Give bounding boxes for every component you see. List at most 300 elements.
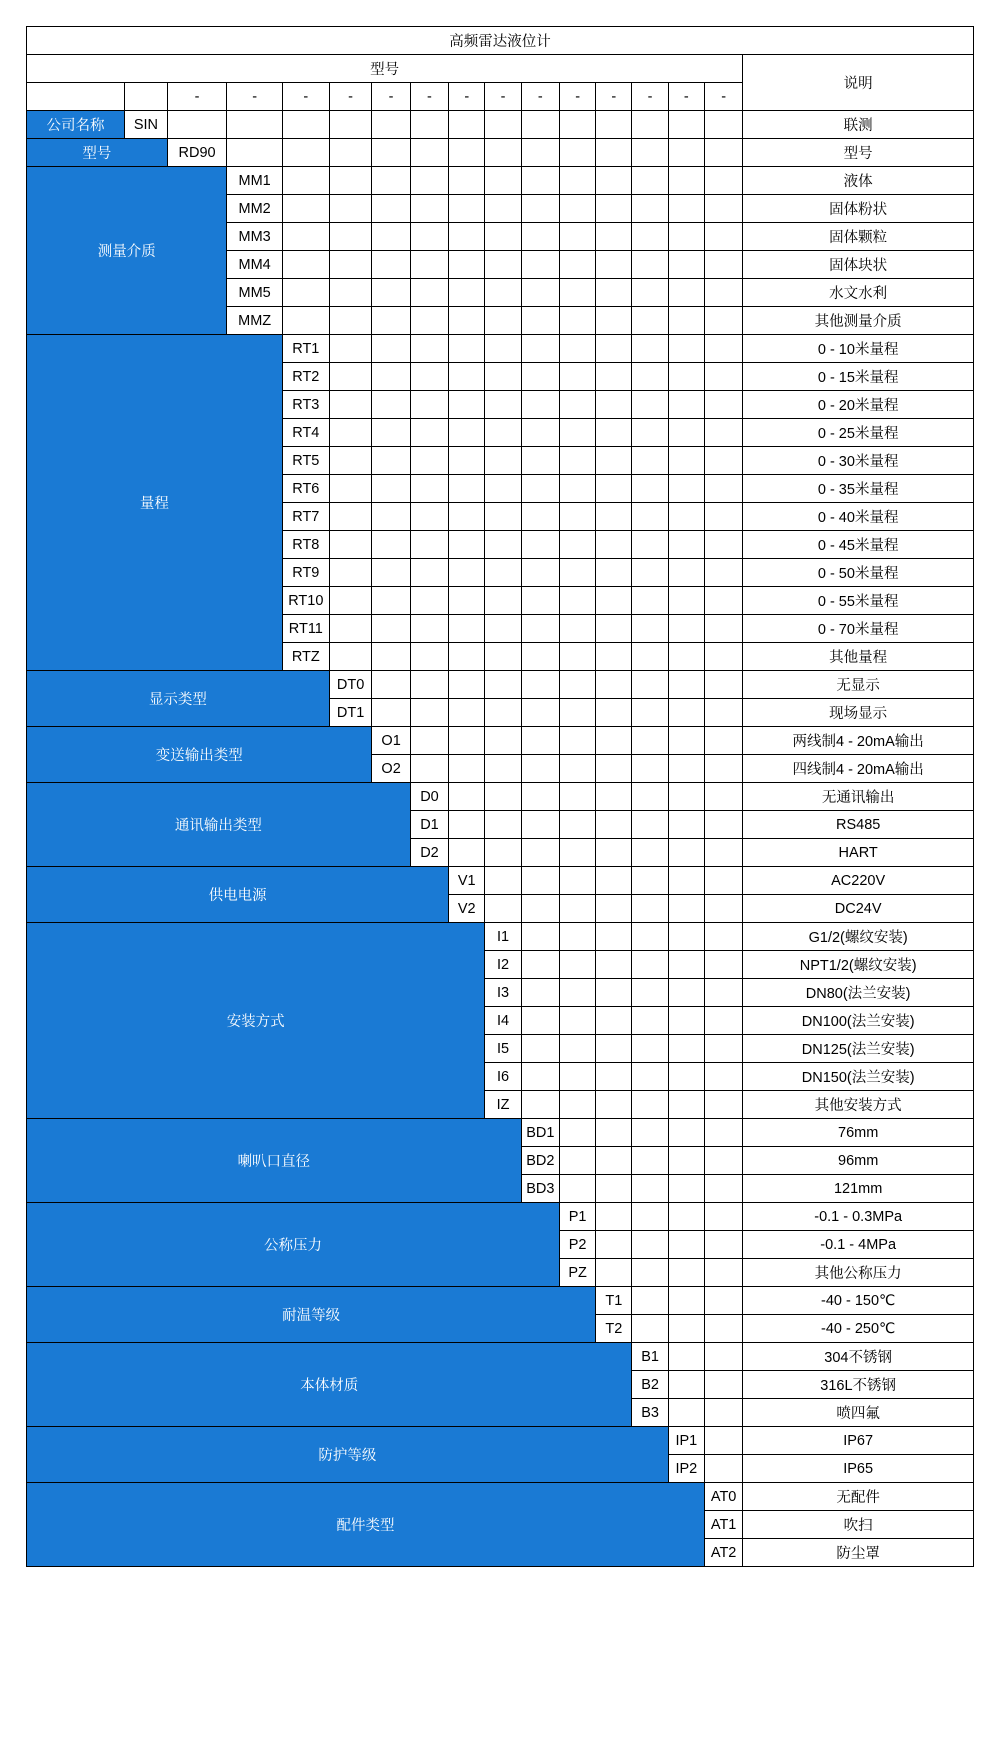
group-label: 测量介质 xyxy=(27,167,227,335)
empty-cell xyxy=(632,979,668,1007)
empty-cell xyxy=(282,279,329,307)
empty-cell xyxy=(410,643,448,671)
empty-cell xyxy=(560,1007,596,1035)
option-description: 其他测量介质 xyxy=(743,307,974,335)
empty-cell xyxy=(485,111,521,139)
empty-cell xyxy=(668,139,704,167)
empty-cell xyxy=(282,195,329,223)
table-row xyxy=(27,335,974,363)
empty-cell xyxy=(485,335,521,363)
empty-cell xyxy=(410,475,448,503)
option-code: RT5 xyxy=(282,447,329,475)
model-header-row xyxy=(27,55,974,83)
empty-cell xyxy=(668,1007,704,1035)
empty-cell xyxy=(632,1147,668,1175)
empty-cell xyxy=(632,419,668,447)
option-description: 0 - 15米量程 xyxy=(743,363,974,391)
empty-cell xyxy=(596,279,632,307)
empty-cell xyxy=(410,335,448,363)
empty-cell xyxy=(410,503,448,531)
empty-cell xyxy=(668,839,704,867)
empty-cell xyxy=(560,755,596,783)
empty-cell xyxy=(560,559,596,587)
empty-cell xyxy=(560,587,596,615)
empty-cell xyxy=(596,447,632,475)
dash-separator: - xyxy=(329,83,372,111)
empty-cell xyxy=(329,475,372,503)
empty-cell xyxy=(410,111,448,139)
empty-cell xyxy=(596,811,632,839)
empty-cell xyxy=(668,223,704,251)
dash-separator: - xyxy=(167,83,227,111)
option-code: I4 xyxy=(485,1007,521,1035)
empty-cell xyxy=(449,811,485,839)
option-description: 0 - 25米量程 xyxy=(743,419,974,447)
group-label: 量程 xyxy=(27,335,283,671)
table-row xyxy=(27,1343,974,1371)
dash-separator: - xyxy=(560,83,596,111)
empty-cell xyxy=(704,615,742,643)
empty-cell xyxy=(521,223,559,251)
empty-cell xyxy=(668,391,704,419)
empty-cell xyxy=(704,475,742,503)
table-row xyxy=(27,1287,974,1315)
empty-cell xyxy=(410,195,448,223)
empty-cell xyxy=(521,503,559,531)
empty-cell xyxy=(329,335,372,363)
empty-cell xyxy=(668,895,704,923)
empty-cell xyxy=(560,1091,596,1119)
empty-cell xyxy=(632,363,668,391)
table-row xyxy=(27,167,974,195)
empty-cell xyxy=(704,1091,742,1119)
empty-cell xyxy=(704,167,742,195)
group-label: 公司名称 xyxy=(27,111,125,139)
empty-cell xyxy=(668,1399,704,1427)
empty-cell xyxy=(668,1091,704,1119)
empty-cell xyxy=(449,503,485,531)
empty-cell xyxy=(704,1371,742,1399)
empty-cell xyxy=(632,1119,668,1147)
empty-cell xyxy=(632,1259,668,1287)
empty-cell xyxy=(410,223,448,251)
empty-cell xyxy=(632,391,668,419)
option-description: 121mm xyxy=(743,1175,974,1203)
empty-cell xyxy=(560,1147,596,1175)
option-code: V2 xyxy=(449,895,485,923)
empty-cell xyxy=(704,1147,742,1175)
model-header: 型号 xyxy=(27,55,743,83)
empty-cell xyxy=(632,755,668,783)
option-code: AT1 xyxy=(704,1511,742,1539)
table-row xyxy=(27,1427,974,1455)
empty-cell xyxy=(372,671,410,699)
empty-cell xyxy=(596,615,632,643)
empty-cell xyxy=(521,419,559,447)
empty-cell xyxy=(521,391,559,419)
empty-cell xyxy=(668,979,704,1007)
empty-cell xyxy=(329,195,372,223)
option-description: DN80(法兰安装) xyxy=(743,979,974,1007)
empty-cell xyxy=(668,587,704,615)
option-description: 无配件 xyxy=(743,1483,974,1511)
option-description: -40 - 150℃ xyxy=(743,1287,974,1315)
option-description: DN125(法兰安装) xyxy=(743,1035,974,1063)
empty-cell xyxy=(485,615,521,643)
empty-cell xyxy=(410,699,448,727)
empty-cell xyxy=(227,139,282,167)
empty-cell xyxy=(668,1259,704,1287)
empty-cell xyxy=(632,1287,668,1315)
empty-cell xyxy=(596,531,632,559)
group-label: 本体材质 xyxy=(27,1343,632,1427)
empty-cell xyxy=(596,755,632,783)
empty-cell xyxy=(596,1091,632,1119)
empty-cell xyxy=(449,335,485,363)
empty-cell xyxy=(632,503,668,531)
empty-cell xyxy=(372,223,410,251)
empty-cell xyxy=(485,531,521,559)
option-code: I1 xyxy=(485,923,521,951)
empty-cell xyxy=(596,839,632,867)
empty-cell xyxy=(449,251,485,279)
option-description: 0 - 70米量程 xyxy=(743,615,974,643)
empty-cell xyxy=(704,1231,742,1259)
empty-cell xyxy=(668,251,704,279)
empty-cell xyxy=(596,391,632,419)
empty-cell xyxy=(668,447,704,475)
empty-cell xyxy=(632,1203,668,1231)
empty-cell xyxy=(282,251,329,279)
empty-cell xyxy=(596,1203,632,1231)
option-code: T2 xyxy=(596,1315,632,1343)
empty-cell xyxy=(372,335,410,363)
empty-cell xyxy=(596,195,632,223)
option-description: 其他量程 xyxy=(743,643,974,671)
empty-cell xyxy=(521,167,559,195)
option-description: 四线制4 - 20mA输出 xyxy=(743,755,974,783)
empty-cell xyxy=(632,811,668,839)
empty-cell xyxy=(632,1035,668,1063)
empty-cell xyxy=(485,783,521,811)
empty-cell xyxy=(704,1287,742,1315)
empty-cell xyxy=(596,167,632,195)
empty-cell xyxy=(632,923,668,951)
empty-cell xyxy=(485,755,521,783)
empty-cell xyxy=(560,895,596,923)
empty-cell xyxy=(632,307,668,335)
empty-cell xyxy=(632,475,668,503)
option-code: P1 xyxy=(560,1203,596,1231)
empty-cell xyxy=(704,951,742,979)
empty-cell xyxy=(485,475,521,503)
empty-cell xyxy=(560,167,596,195)
empty-cell xyxy=(632,895,668,923)
empty-cell xyxy=(632,167,668,195)
option-code: MMZ xyxy=(227,307,282,335)
empty-cell xyxy=(632,447,668,475)
title-row xyxy=(27,27,974,55)
option-code: I5 xyxy=(485,1035,521,1063)
empty-cell xyxy=(485,363,521,391)
empty-cell xyxy=(282,111,329,139)
empty-cell xyxy=(668,923,704,951)
empty-cell xyxy=(485,643,521,671)
empty-cell xyxy=(521,671,559,699)
option-code: SIN xyxy=(125,111,168,139)
empty-cell xyxy=(668,1175,704,1203)
option-code: AT0 xyxy=(704,1483,742,1511)
empty-cell xyxy=(449,111,485,139)
empty-cell xyxy=(560,447,596,475)
empty-cell xyxy=(596,1231,632,1259)
option-description: 0 - 35米量程 xyxy=(743,475,974,503)
empty-cell xyxy=(485,139,521,167)
empty-cell xyxy=(596,1147,632,1175)
option-code: MM3 xyxy=(227,223,282,251)
empty-cell xyxy=(704,783,742,811)
empty-cell xyxy=(668,1343,704,1371)
empty-cell xyxy=(668,643,704,671)
empty-cell xyxy=(704,979,742,1007)
empty-cell xyxy=(596,643,632,671)
empty-cell xyxy=(596,923,632,951)
empty-cell xyxy=(521,559,559,587)
empty-cell xyxy=(704,1315,742,1343)
table-row xyxy=(27,111,974,139)
empty-cell xyxy=(596,895,632,923)
option-code: B3 xyxy=(632,1399,668,1427)
empty-cell xyxy=(596,559,632,587)
empty-cell xyxy=(632,111,668,139)
empty-cell xyxy=(521,587,559,615)
dash-separator: - xyxy=(632,83,668,111)
dash-separator: - xyxy=(410,83,448,111)
option-code: DT0 xyxy=(329,671,372,699)
option-description: DC24V xyxy=(743,895,974,923)
option-description: HART xyxy=(743,839,974,867)
empty-cell xyxy=(521,615,559,643)
option-code: I6 xyxy=(485,1063,521,1091)
empty-cell xyxy=(372,587,410,615)
empty-cell xyxy=(449,559,485,587)
group-label: 通讯输出类型 xyxy=(27,783,411,867)
table-row xyxy=(27,923,974,951)
option-description: 液体 xyxy=(743,167,974,195)
empty-cell xyxy=(668,1203,704,1231)
empty-cell xyxy=(167,111,227,139)
empty-cell xyxy=(329,139,372,167)
empty-cell xyxy=(668,1287,704,1315)
empty-cell xyxy=(329,251,372,279)
empty-cell xyxy=(704,671,742,699)
empty-cell xyxy=(521,923,559,951)
table-row xyxy=(27,783,974,811)
empty-cell xyxy=(560,503,596,531)
empty-cell xyxy=(632,951,668,979)
option-description: 固体粉状 xyxy=(743,195,974,223)
empty-cell xyxy=(632,223,668,251)
empty-cell xyxy=(329,363,372,391)
empty-cell xyxy=(668,755,704,783)
empty-cell xyxy=(560,615,596,643)
empty-cell xyxy=(227,111,282,139)
option-description: NPT1/2(螺纹安装) xyxy=(743,951,974,979)
option-description: 76mm xyxy=(743,1119,974,1147)
option-description: 0 - 50米量程 xyxy=(743,559,974,587)
empty-cell xyxy=(704,923,742,951)
empty-cell xyxy=(560,475,596,503)
empty-cell xyxy=(596,139,632,167)
option-code: RT11 xyxy=(282,615,329,643)
empty-cell xyxy=(668,811,704,839)
empty-cell xyxy=(521,1091,559,1119)
empty-cell xyxy=(560,335,596,363)
empty-cell xyxy=(632,783,668,811)
empty-cell xyxy=(704,1427,742,1455)
empty-cell xyxy=(596,111,632,139)
empty-cell xyxy=(596,699,632,727)
empty-cell xyxy=(449,139,485,167)
empty-cell xyxy=(704,503,742,531)
option-description: IP65 xyxy=(743,1455,974,1483)
empty-cell xyxy=(485,811,521,839)
dash-blank xyxy=(27,83,125,111)
empty-cell xyxy=(329,503,372,531)
empty-cell xyxy=(668,671,704,699)
empty-cell xyxy=(668,727,704,755)
empty-cell xyxy=(372,251,410,279)
empty-cell xyxy=(372,559,410,587)
option-description: -40 - 250℃ xyxy=(743,1315,974,1343)
empty-cell xyxy=(521,951,559,979)
empty-cell xyxy=(632,1063,668,1091)
option-code: RT3 xyxy=(282,391,329,419)
empty-cell xyxy=(704,223,742,251)
empty-cell xyxy=(668,867,704,895)
empty-cell xyxy=(329,447,372,475)
empty-cell xyxy=(704,587,742,615)
option-code: D2 xyxy=(410,839,448,867)
empty-cell xyxy=(668,951,704,979)
empty-cell xyxy=(410,755,448,783)
empty-cell xyxy=(372,643,410,671)
dash-blank xyxy=(125,83,168,111)
empty-cell xyxy=(449,699,485,727)
option-description: -0.1 - 4MPa xyxy=(743,1231,974,1259)
empty-cell xyxy=(372,503,410,531)
option-description: -0.1 - 0.3MPa xyxy=(743,1203,974,1231)
group-label: 变送输出类型 xyxy=(27,727,372,783)
empty-cell xyxy=(560,195,596,223)
empty-cell xyxy=(668,363,704,391)
empty-cell xyxy=(668,1035,704,1063)
empty-cell xyxy=(521,111,559,139)
empty-cell xyxy=(282,223,329,251)
empty-cell xyxy=(704,1063,742,1091)
empty-cell xyxy=(521,447,559,475)
empty-cell xyxy=(410,363,448,391)
empty-cell xyxy=(521,895,559,923)
empty-cell xyxy=(704,755,742,783)
table-row xyxy=(27,1203,974,1231)
option-description: 现场显示 xyxy=(743,699,974,727)
empty-cell xyxy=(372,139,410,167)
empty-cell xyxy=(521,531,559,559)
empty-cell xyxy=(668,615,704,643)
empty-cell xyxy=(410,167,448,195)
empty-cell xyxy=(521,363,559,391)
empty-cell xyxy=(410,559,448,587)
empty-cell xyxy=(704,1343,742,1371)
option-code: P2 xyxy=(560,1231,596,1259)
empty-cell xyxy=(449,307,485,335)
empty-cell xyxy=(632,1007,668,1035)
option-code: RD90 xyxy=(167,139,227,167)
empty-cell xyxy=(596,1119,632,1147)
empty-cell xyxy=(485,391,521,419)
empty-cell xyxy=(560,671,596,699)
option-description: 防尘罩 xyxy=(743,1539,974,1567)
empty-cell xyxy=(560,867,596,895)
empty-cell xyxy=(521,727,559,755)
empty-cell xyxy=(521,867,559,895)
empty-cell xyxy=(704,447,742,475)
option-code: IP1 xyxy=(668,1427,704,1455)
empty-cell xyxy=(282,139,329,167)
empty-cell xyxy=(596,1259,632,1287)
empty-cell xyxy=(521,1007,559,1035)
empty-cell xyxy=(521,839,559,867)
empty-cell xyxy=(704,335,742,363)
option-code: PZ xyxy=(560,1259,596,1287)
empty-cell xyxy=(560,979,596,1007)
table-row xyxy=(27,1483,974,1511)
option-description: 水文水利 xyxy=(743,279,974,307)
option-description: AC220V xyxy=(743,867,974,895)
empty-cell xyxy=(632,587,668,615)
empty-cell xyxy=(449,419,485,447)
option-description: 两线制4 - 20mA输出 xyxy=(743,727,974,755)
empty-cell xyxy=(521,699,559,727)
empty-cell xyxy=(560,839,596,867)
option-description: 无通讯输出 xyxy=(743,783,974,811)
empty-cell xyxy=(329,615,372,643)
option-description: 联测 xyxy=(743,111,974,139)
empty-cell xyxy=(560,699,596,727)
table-row xyxy=(27,1119,974,1147)
empty-cell xyxy=(372,531,410,559)
empty-cell xyxy=(485,419,521,447)
empty-cell xyxy=(596,587,632,615)
option-code: I2 xyxy=(485,951,521,979)
empty-cell xyxy=(560,531,596,559)
empty-cell xyxy=(704,643,742,671)
table-row xyxy=(27,727,974,755)
empty-cell xyxy=(668,307,704,335)
empty-cell xyxy=(485,195,521,223)
empty-cell xyxy=(485,279,521,307)
empty-cell xyxy=(668,1371,704,1399)
empty-cell xyxy=(632,867,668,895)
empty-cell xyxy=(632,251,668,279)
empty-cell xyxy=(485,587,521,615)
empty-cell xyxy=(704,1455,742,1483)
option-description: 0 - 20米量程 xyxy=(743,391,974,419)
empty-cell xyxy=(410,587,448,615)
empty-cell xyxy=(632,559,668,587)
option-code: MM2 xyxy=(227,195,282,223)
